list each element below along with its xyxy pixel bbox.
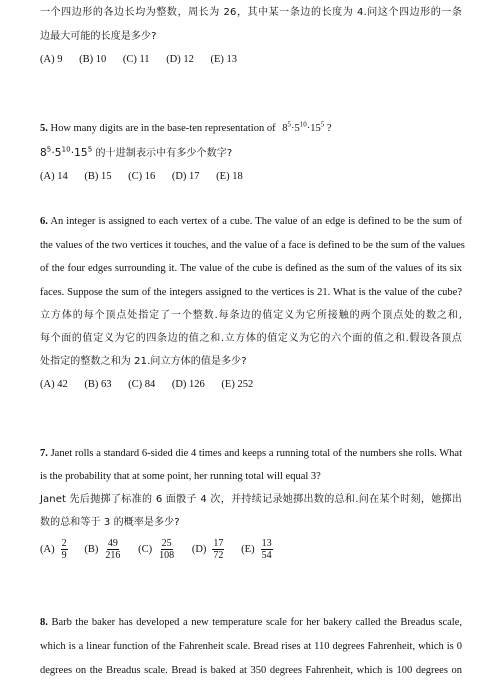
q7-option-d: (D) $\frac{17}{72}$ — [191, 538, 224, 561]
q7-options — [40, 538, 287, 568]
q5-expression: $8^5\cdot 5^{10}\cdot 15^5$ — [282, 120, 325, 134]
q5-options — [40, 170, 462, 184]
q4-option-a: (A) 9 — [40, 54, 63, 65]
q5-option-c: (C) 16 — [128, 171, 156, 182]
q7-text-en-line-2: is the probability that at some point, her running total will equal 3? — [40, 471, 321, 482]
q5-text: How many digits are in the base-ten representation of — [50, 123, 276, 134]
q5-question-cn — [40, 146, 462, 161]
q4-option-c: (C) 11 — [122, 54, 150, 65]
q6-option-a: (A) 42 — [40, 379, 68, 390]
q4-text-line-2: 边最大可能的长度是多少? — [40, 31, 157, 42]
q6-text-en-line-3: of the four edges surrounding it. The value of the cube is defined as the sum of the values of its six — [40, 263, 462, 274]
q5-option-d: (D) 17 — [171, 171, 200, 182]
q5-option-e: (E) 18 — [216, 171, 243, 182]
q7-number: 7. — [40, 448, 48, 459]
q8-text-en-line-2: which is a linear function of the Fahrenheit scale. Bread rises at 110 degrees Fahrenheit, which is 0 — [40, 641, 462, 652]
fraction: $\frac{2}{9}$ — [61, 538, 67, 561]
q4-option-b: (B) 10 — [79, 54, 107, 65]
q7-text-en-line-1: 7. Janet rolls a standard 6-sided die 4 times and keeps a running total of the numbers she rolls. What — [40, 448, 462, 459]
q5-text-cn: 的十进制表示中有多少个数字? — [95, 148, 233, 159]
q6-text-cn-line-2: 每个面的值定义为它的四条边的值之和.立方体的值定义为它的六个面的值之和.假设各顶点 — [40, 333, 462, 344]
q5-option-a: (A) 14 — [40, 171, 68, 182]
fraction: $\frac{17}{72}$ — [213, 538, 224, 561]
q5-number: 5. — [40, 123, 48, 134]
q7-option-e: (E) $\frac{13}{54}$ — [241, 538, 272, 561]
q6-option-d: (D) 126 — [171, 379, 205, 390]
fraction: $\frac{49}{216}$ — [105, 538, 121, 561]
q6-option-c: (C) 84 — [128, 379, 156, 390]
fraction: $\frac{25}{108}$ — [159, 538, 175, 561]
q5-expression-cn: $8^5\cdot 5^{10}\cdot 15^5$ — [40, 145, 93, 159]
q8-text-en-line-1: 8. Barb the baker has developed a new temperature scale for her bakery called the Breadus scale, — [40, 617, 463, 628]
q6-option-e: (E) 252 — [221, 379, 254, 390]
q6-text-cn-line-1: 立方体的每个顶点处指定了一个整数.每条边的值定义为它所接触的两个顶点处的数之和, — [40, 310, 462, 321]
fraction: $\frac{13}{54}$ — [261, 538, 272, 561]
q6-options — [40, 378, 462, 392]
q6-text-en-line-4: faces. Suppose the sum of the integers assigned to the vertices is 21. What is the value of the cube? — [40, 287, 462, 298]
q6-text-en-line-1: 6. An integer is assigned to each vertex of a cube. The value of an edge is defined to be the sum of — [40, 216, 463, 227]
q4-options — [40, 53, 462, 67]
q7-option-a: (A) $\frac{2}{9}$ — [40, 538, 67, 561]
q6-text-cn-line-3: 处指定的整数之和为 21.问立方体的值是多少? — [40, 356, 247, 367]
q5-option-b: (B) 15 — [84, 171, 112, 182]
q7-option-c: (C) $\frac{25}{108}$ — [138, 538, 175, 561]
q5-question-mark: ? — [326, 123, 332, 134]
q4-text-line-1: 一个四边形的各边长均为整数，周长为 26，其中某一条边的长度为 4.问这个四边形的一条 — [40, 7, 462, 18]
q6-text-en-line-2: the values of the two vertices it touches, and the value of a face is defined to be the sum of the values — [40, 240, 465, 251]
q6-number: 6. — [40, 216, 48, 227]
q8-text-en-line-3: degrees on the Breadus scale. Bread is baked at 350 degrees Fahrenheit, which is 100 degrees on — [40, 665, 462, 676]
q4-option-e: (E) 13 — [210, 54, 238, 65]
q7-option-b: (B) $\frac{49}{216}$ — [84, 538, 121, 561]
q5-question-en — [40, 122, 462, 136]
q6-option-b: (B) 63 — [84, 379, 112, 390]
q7-text-cn-line-1: Janet 先后抛掷了标准的 6 面骰子 4 次，并持续记录她掷出数的总和.问在某个时刻，她掷出 — [40, 494, 462, 505]
q8-number: 8. — [40, 617, 48, 628]
q4-option-d: (D) 12 — [166, 54, 194, 65]
q7-text-cn-line-2: 数的总和等于 3 的概率是多少? — [40, 517, 180, 528]
